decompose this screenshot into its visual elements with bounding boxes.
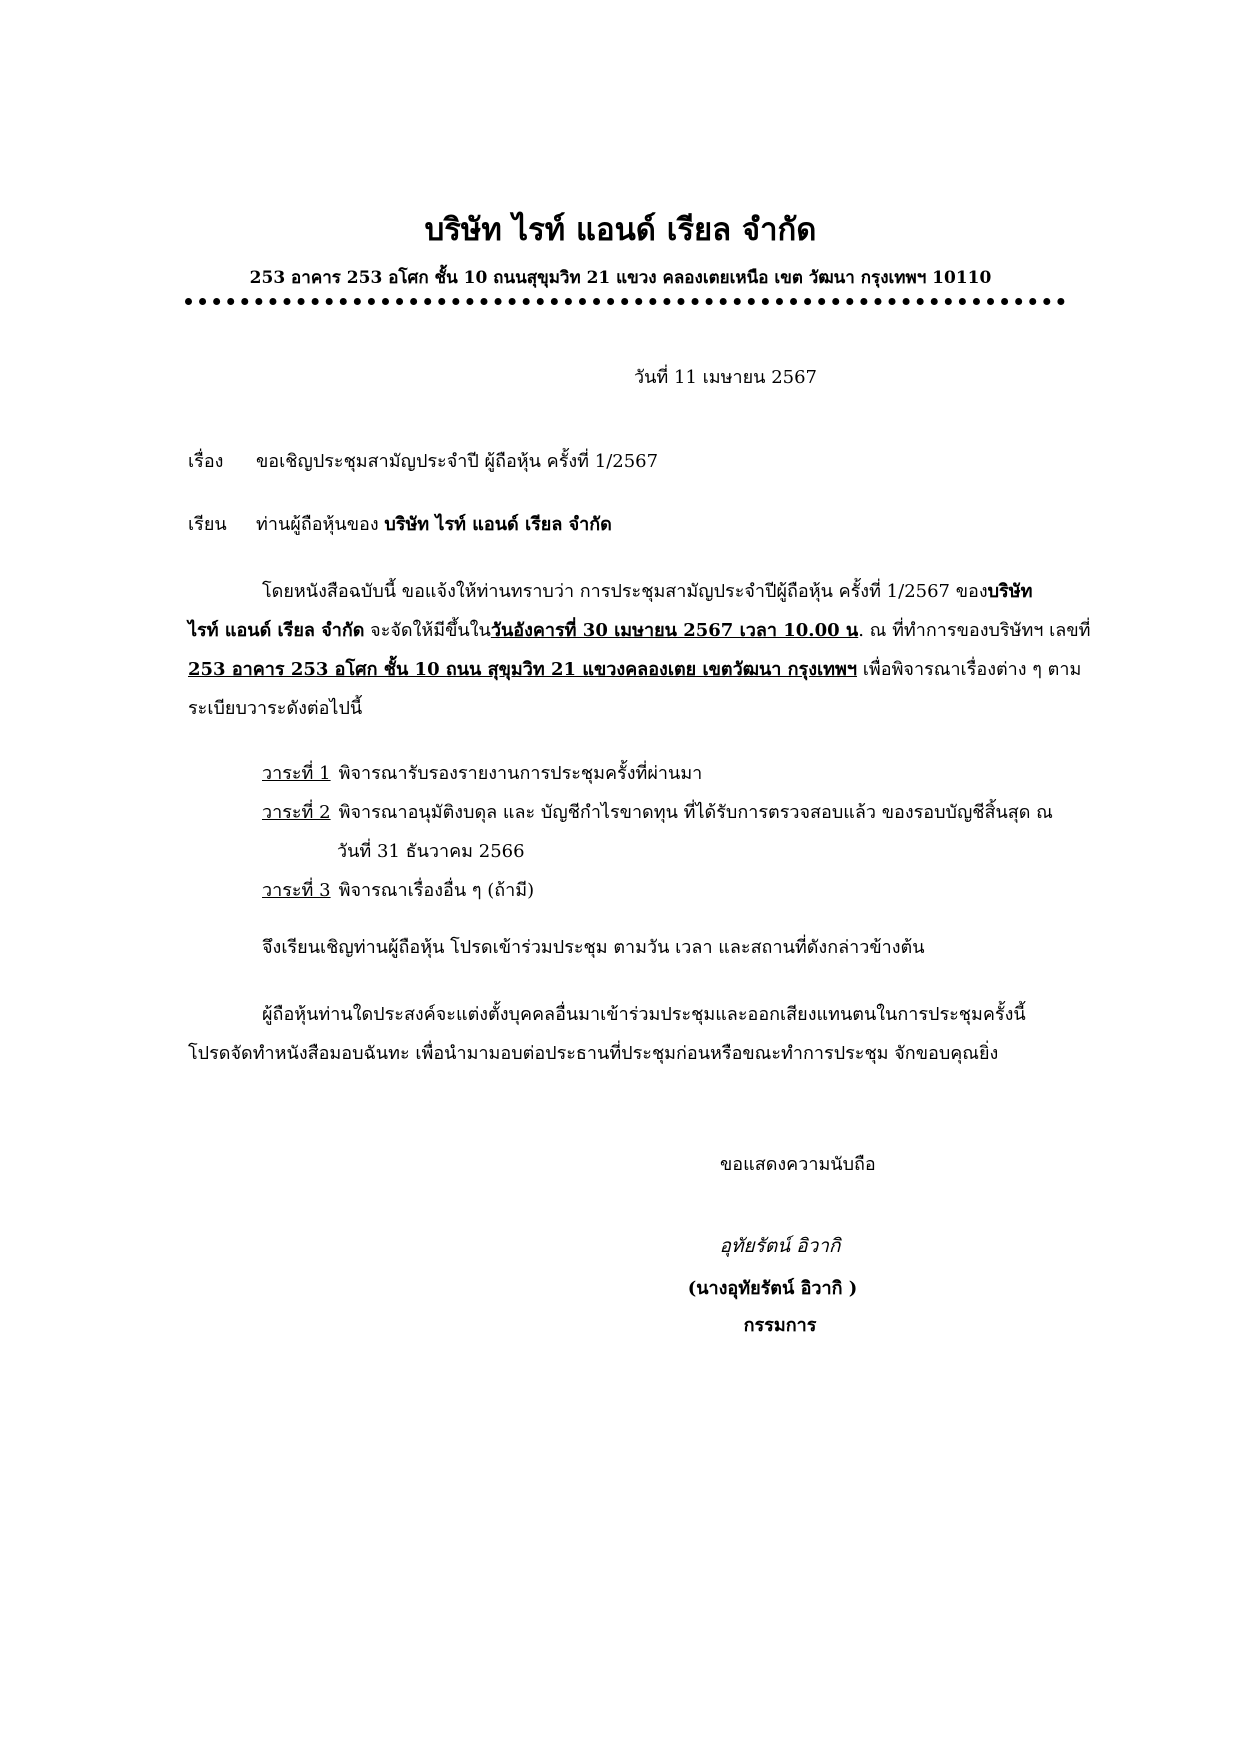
- recipient-company: บริษัท ไรท์ แอนด์ เรียล จำกัด: [384, 514, 612, 535]
- agenda-item-1-tag: วาระที่ 1: [262, 763, 331, 784]
- agenda-item-3-text: พิจารณาเรื่องอื่น ๆ (ถ้ามี): [338, 880, 535, 901]
- company-address: 253 อาคาร 253 อโศก ชั้น 10 ถนนสุขุมวิท 21 แขวง คลองเตยเหนือ เขต วัฒนา กรุงเทพฯ 10110: [249, 268, 992, 288]
- subject-row: [188, 449, 658, 475]
- intro-paragraph: [188, 572, 1091, 728]
- subject-text: ขอเชิญประชุมสามัญประจำปี ผู้ถือหุ้น ครั้งที่ 1/2567: [256, 451, 659, 472]
- meeting-location: 253 อาคาร 253 อโศก ชั้น 10 ถนน สุขุมวิท 21 แขวงคลองเตย เขตวัฒนา กรุงเทพฯ: [188, 659, 858, 680]
- agenda-item-3-tag: วาระที่ 3: [262, 880, 331, 901]
- intro-line-2-text-b: . ณ ที่ทำการของบริษัทฯ เลขที่: [858, 620, 1091, 641]
- proxy-line-1: ผู้ถือหุ้นท่านใดประสงค์จะแต่งตั้งบุคคลอื่นมาเข้าร่วมประชุมและออกเสียงแทนตนในการประชุมครั้งนี้: [262, 1004, 1026, 1025]
- intro-line-4: ระเบียบวาระดังต่อไปนี้: [188, 698, 363, 719]
- company-name: บริษัท ไรท์ แอนด์ เรียล จำกัด: [424, 212, 817, 248]
- intro-line-2: [188, 611, 1091, 650]
- recipient-prefix: ท่านผู้ถือหุ้นของ: [256, 514, 385, 535]
- agenda-item-2: [262, 793, 1068, 832]
- closing-salutation: ขอแสดงความนับถือ: [720, 1154, 876, 1175]
- agenda-item-1-text: พิจารณารับรองรายงานการประชุมครั้งที่ผ่านมา: [338, 763, 703, 784]
- letter-date: วันที่ 11 เมษายน 2567: [634, 367, 817, 388]
- agenda-item-3: [262, 871, 1068, 910]
- intro-line-1-text: โดยหนังสือฉบับนี้ ขอแจ้งให้ท่านทราบว่า การประชุมสามัญประจำปีผู้ถือหุ้น ครั้งที่ 1/2567 ของ: [262, 581, 988, 602]
- subject-label: เรื่อง: [188, 451, 224, 472]
- intro-line-3-text: เพื่อพิจารณาเรื่องต่าง ๆ ตาม: [857, 659, 1082, 680]
- intro-company-part-1: บริษัท: [987, 581, 1033, 602]
- recipient-row: [188, 512, 612, 538]
- intro-line-2-text-a: จะจัดให้มีขึ้นใน: [364, 620, 491, 641]
- agenda-item-2-text: พิจารณาอนุมัติงบดุล และ บัญชีกำไรขาดทุน ที่ได้รับการตรวจสอบแล้ว ของรอบบัญชีสิ้นสุด ณ: [338, 802, 1053, 823]
- dotted-divider: [185, 298, 1065, 305]
- agenda-item-2-tag: วาระที่ 2: [262, 802, 331, 823]
- intro-line-1: [188, 572, 1068, 611]
- intro-company-part-2: ไรท์ แอนด์ เรียล จำกัด: [188, 620, 365, 641]
- signer-name: (นางอุทัยรัตน์ อิวากิ ): [687, 1278, 858, 1299]
- meeting-datetime: วันอังคารที่ 30 เมษายน 2567 เวลา 10.00 น: [490, 620, 859, 641]
- intro-line-3: [188, 650, 1082, 689]
- proxy-paragraph: [188, 995, 1068, 1073]
- signer-title: กรรมการ: [743, 1315, 817, 1336]
- agenda-item-2-continuation: วันที่ 31 ธันวาคม 2566: [337, 841, 525, 862]
- signature: อุทัยรัตน์ อิวากิ: [719, 1235, 841, 1257]
- agenda-list: [262, 754, 1068, 910]
- proxy-line-2: โปรดจัดทำหนังสือมอบฉันทะ เพื่อนำมามอบต่อประธานที่ประชุมก่อนหรือขณะทำการประชุม จักขอบคุณยิ่ง: [188, 1043, 999, 1064]
- recipient-label: เรียน: [188, 514, 227, 535]
- agenda-item-1: [262, 754, 1068, 793]
- invitation-text: จึงเรียนเชิญท่านผู้ถือหุ้น โปรดเข้าร่วมประชุม ตามวัน เวลา และสถานที่ดังกล่าวข้างต้น: [262, 937, 925, 958]
